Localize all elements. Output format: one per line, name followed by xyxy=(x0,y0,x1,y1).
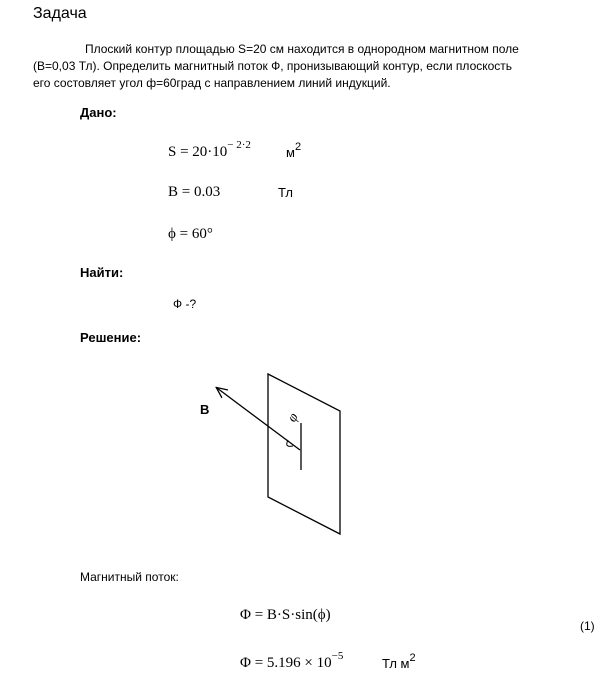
flux-result-unit-label: Тл м xyxy=(382,656,410,671)
page-title: Задача xyxy=(33,5,87,22)
given-S-value: S = 20·10 xyxy=(168,144,228,160)
flux-result-value: Φ = 5.196 × 10 xyxy=(240,655,332,671)
given-S-unit-label: м xyxy=(286,145,295,160)
given-B: B = 0.03 xyxy=(168,184,221,200)
formula-number: (1) xyxy=(580,619,595,633)
flux-result-unit-exponent: 2 xyxy=(409,651,416,664)
flux-result-exponent: −5 xyxy=(331,650,344,662)
find-value: Ф -? xyxy=(173,297,197,311)
contour-plane xyxy=(268,374,340,534)
flux-label: Магнитный поток: xyxy=(80,570,179,584)
given-phi: ϕ = 60° xyxy=(168,226,213,242)
solution-heading: Решение: xyxy=(80,330,142,345)
flux-result-unit xyxy=(382,651,416,671)
find-heading: Найти: xyxy=(80,265,124,280)
problem-line-2: (B=0,03 Тл). Определить магнитный поток Ф, пронизывающий контур, если плоскость xyxy=(33,59,513,73)
given-heading: Дано: xyxy=(80,105,117,120)
flux-formula: Φ = B·S·sin(ϕ) xyxy=(240,607,331,623)
problem-line-3: его состовляет угол ф=60град с направлением линий индукций. xyxy=(33,76,391,90)
given-S-exponent: − 2·2 xyxy=(227,139,251,151)
given-S-unit-exponent: 2 xyxy=(294,140,302,153)
given-B-unit: Тл xyxy=(278,185,293,200)
diagram-B-label: B xyxy=(200,402,210,417)
flux-result xyxy=(240,650,344,672)
problem-line-1: Плоский контур площадью S=20 см находится в однородном магнитном поле xyxy=(85,42,519,56)
diagram-phi-label: φ xyxy=(285,410,302,425)
